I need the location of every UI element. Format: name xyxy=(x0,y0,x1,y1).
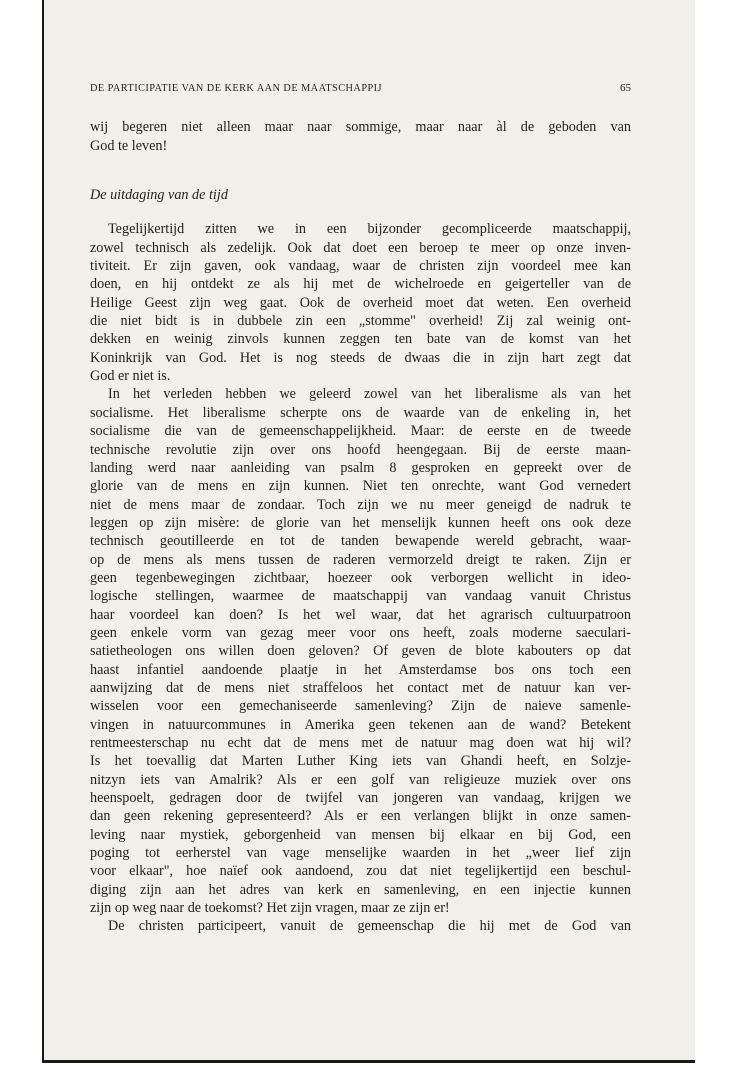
text-line: dekken en weinig zinvols kunnen zeggen ten bate van de komst van het xyxy=(90,331,631,348)
text-line: technisch geoutilleerde en tot de tanden bewapende wereld gebracht, waar- xyxy=(90,533,631,550)
text-line: vingen in natuurcommunes in Amerika geen tekenen aan de wand? Betekent xyxy=(90,716,631,733)
text-line: diging zijn aan het adres van kerk en samenleving, en een injectie kunnen xyxy=(90,881,631,898)
section-heading: De uitdaging van de tijd xyxy=(90,187,228,204)
text-line: haast infantiel aandoende plaatje in het Amsterdamse bos ons toch een xyxy=(90,661,631,678)
text-line: heenspoelt, gedragen door de twijfel van jongeren van vandaag, krijgen we xyxy=(90,790,631,807)
text-line: zowel technisch als zedelijk. Ook dat doet een beroep te meer op onze inven- xyxy=(90,239,631,256)
running-head xyxy=(90,79,631,98)
text-line: wisselen voor een gemechaniseerde samenleving? Zijn de naieve samenle- xyxy=(90,698,631,715)
text-line: geen enkele vorm van gezag meer voor ons heeft, zoals moderne saeculari- xyxy=(90,624,631,641)
text-line: geen tegenbewegingen zichtbaar, hoezeer ook verborgen wellicht in ideo- xyxy=(90,569,631,586)
paragraph-3 xyxy=(90,917,631,935)
text-line: zijn op weg naar de toekomst? Het zijn vragen, maar ze zijn er! xyxy=(90,900,450,917)
text-line: tiviteit. Er zijn gaven, ook vandaag, waar de christen zijn voordeel mee kan xyxy=(90,258,631,275)
paragraph-2 xyxy=(90,385,631,917)
text-line: niet de mens maar de zondaar. Toch zijn we nu meer geneigd de nadruk te xyxy=(90,496,631,513)
text-line: leggen op zijn misère: de glorie van het menselijk kunnen heeft ons ook deze xyxy=(90,514,631,531)
text-line: In het verleden hebben we geleerd zowel van het liberalisme als van het xyxy=(108,386,631,403)
text-line: De christen participeert, vanuit de gemeenschap die hij met de God van xyxy=(108,918,631,935)
text-line: voor elkaar", hoe naïef ook aandoend, zou dat niet tegelijkertijd een beschul- xyxy=(90,863,631,880)
text-line: die niet bidt is in dubbele zin een „stomme" overheid! Zij zal weinig ont- xyxy=(90,313,631,330)
text-line: socialisme. Het liberalisme scherpte ons de waarde van de enkeling in, het xyxy=(90,404,631,421)
paragraph-1 xyxy=(90,220,631,385)
text-line: glorie van de mens en zijn kunnen. Niet ten onrechte, want God vernedert xyxy=(90,478,631,495)
text-line: aanwijzing dat de mens niet straffeloos het contact met de natuur kan ver- xyxy=(90,679,631,696)
text-line: haar voordeel kan doen? Is het wel waar, dat het agrarisch cultuurpatroon xyxy=(90,606,631,623)
text-line: landing werd naar aanleiding van psalm 8 gesproken en gepreekt over de xyxy=(90,459,631,476)
text-line: nitzyn iets van Amalrik? Als er een golf van religieuze muziek over ons xyxy=(90,771,631,788)
text-line: Heilige Geest zijn weg gaat. Ook de overheid moet dat weten. Een overheid xyxy=(90,294,631,311)
book-page xyxy=(42,0,695,1063)
text-column xyxy=(90,79,631,936)
text-line: dan geen rekening gepresenteerd? Als er een verlangen blijkt in onze samen- xyxy=(90,808,631,825)
text-line: rentmeesterschap nu echt dat de mens met de natuur mag doen wat hij wil? xyxy=(90,735,631,751)
text-line: Koninkrijk van God. Het is nog steeds de dwaas die in zijn hart zegt dat xyxy=(90,349,631,366)
text-line: Tegelijkertijd zitten we in een bijzonder gecompliceerde maatschappij, xyxy=(108,221,631,238)
text-line: logische stellingen, waarmee de maatschappij van vandaag vanuit Christus xyxy=(90,588,631,605)
text-line: wij begeren niet alleen maar naar sommige, maar naar àl de geboden van xyxy=(90,119,631,136)
text-line: technische revolutie zijn over ons hoofd heengegaan. Bij de eerste maan- xyxy=(90,441,631,458)
text-line: God er niet is. xyxy=(90,368,171,385)
text-line: leving naar mystiek, geborgenheid van mensen bij elkaar en bij God, een xyxy=(90,826,631,843)
text-line: satietheologen ons willen doen geloven? Of geven de blote kabouters op dat xyxy=(90,643,631,660)
text-line: God te leven! xyxy=(90,137,168,154)
intro-paragraph xyxy=(90,118,631,155)
running-head-title: DE PARTICIPATIE VAN DE KERK AAN DE MAATSCHAPPIJ xyxy=(90,83,383,94)
text-line: poging tot eerherstel van vage menselijke waarden in het „weer lief zijn xyxy=(90,845,631,862)
text-line: Is het toevallig dat Marten Luther King iets van Ghandi heeft, en Solzje- xyxy=(90,753,631,770)
text-line: socialisme die van de gemeenschappelijkheid. Maar: de eerste en de tweede xyxy=(90,423,631,440)
text-line: op de mens als mens tussen de raderen vermorzeld dreigt te raken. Zijn er xyxy=(90,551,631,568)
page-number: 65 xyxy=(620,82,631,94)
text-line: doen, en hij ontdekt ze als hij met de wichelroede en geigerteller van de xyxy=(90,276,631,293)
